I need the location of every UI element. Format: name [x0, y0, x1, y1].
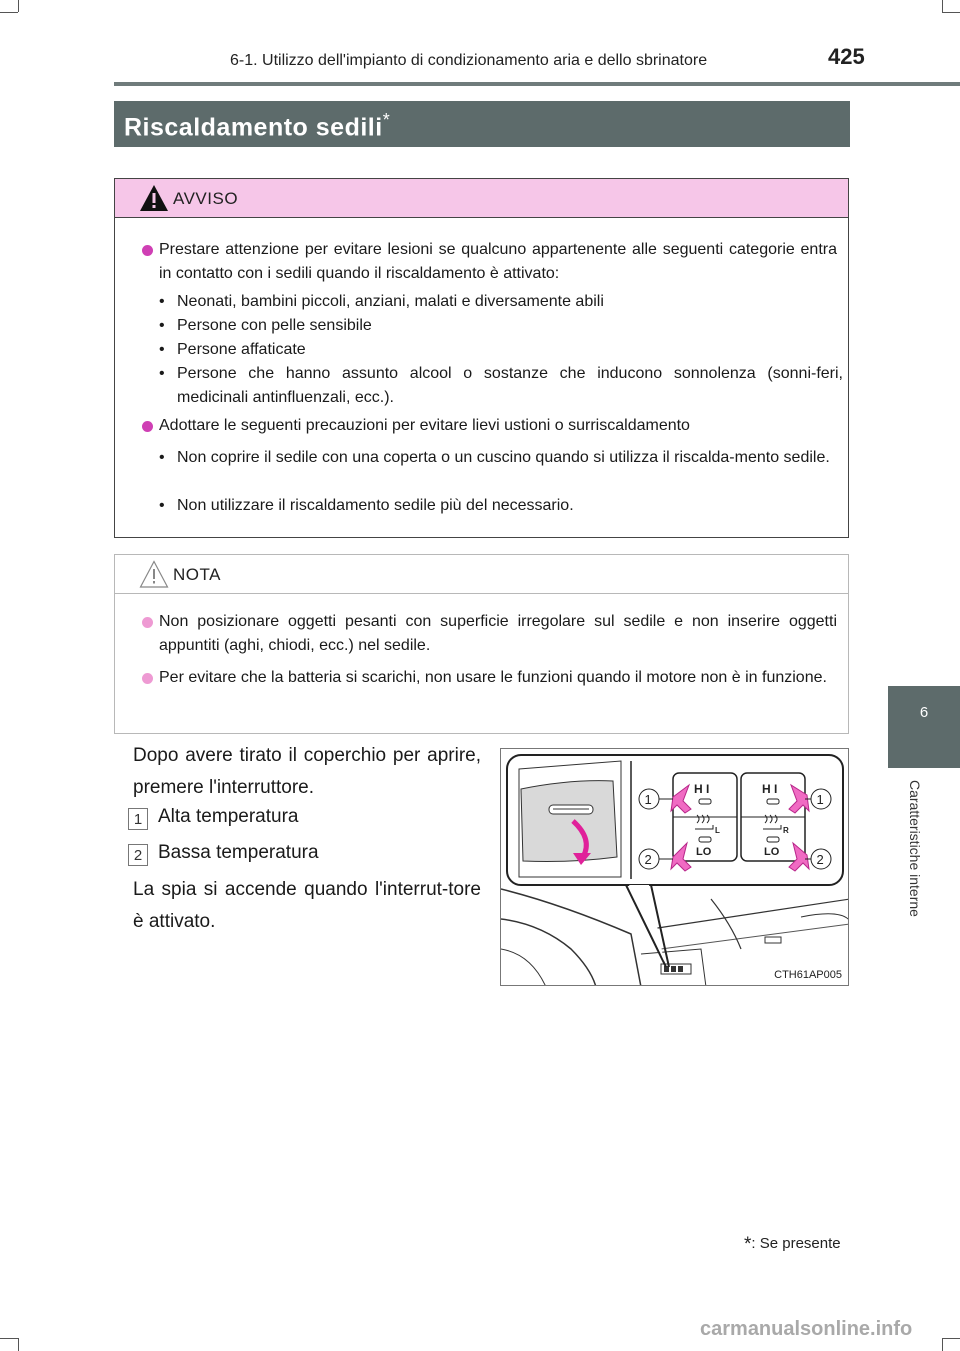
sub-item: • Persone affaticate	[159, 338, 843, 362]
warning-bullet	[137, 414, 837, 438]
page-number: 425	[828, 44, 865, 69]
section-heading	[114, 101, 850, 147]
sub-item: • Persone che hanno assunto alcool o sostanze che inducono sonnolenza (sonni-feri, medicinali antinfluenzali, ecc.).	[159, 362, 843, 410]
callout-1-left: 1	[644, 792, 652, 807]
warning-icon	[139, 184, 169, 212]
sub-item: • Persone con pelle sensibile	[159, 314, 843, 338]
sub-item-text: Persone che hanno assunto alcool o sostanze che inducono sonnolenza (sonni-feri, medicinali antinfluenzali, ecc.).	[177, 365, 843, 406]
illustration-drawing	[501, 749, 849, 986]
item-number: 1	[128, 808, 148, 830]
switch-right-tag: R	[783, 826, 789, 835]
figure-code: CTH61AP005	[774, 969, 842, 981]
section-asterisk: *	[382, 110, 391, 130]
sub-item-text: Non utilizzare il riscaldamento sedile più del necessario.	[177, 497, 574, 514]
running-header: 6-1. Utilizzo dell'impianto di condizionamento aria e dello sbrinatore	[230, 52, 708, 69]
item-label: Bassa temperatura	[158, 842, 319, 863]
sub-item-text: Non coprire il sedile con una coperta o un cuscino quando si utilizza il riscalda-mento sedile.	[177, 449, 830, 466]
bullet-text: Adottare le seguenti precauzioni per evitare lievi ustioni o surriscaldamento	[159, 417, 690, 434]
notice-box	[114, 554, 849, 734]
callout-1-right: 1	[816, 792, 824, 807]
warning-header	[115, 179, 848, 218]
switch-left-lo: LO	[696, 846, 712, 858]
notice-bullet	[137, 610, 837, 658]
caution-icon	[139, 560, 169, 588]
warning-bullet	[137, 238, 837, 286]
chapter-label	[895, 780, 935, 960]
item-label: Alta temperatura	[158, 806, 299, 827]
sub-item-text: Persone affaticate	[177, 341, 306, 358]
footnote-asterisk: *	[744, 1234, 752, 1255]
header-rule	[114, 82, 960, 86]
sub-item-text: Persone con pelle sensibile	[177, 317, 372, 334]
chapter-tab[interactable]	[888, 686, 960, 768]
switch-left-tag: L	[715, 826, 720, 835]
sub-item: • Neonati, bambini piccoli, anziani, malati e diversamente abili	[159, 290, 843, 314]
chapter-number: 6	[919, 704, 929, 721]
bullet-dot	[142, 421, 153, 432]
intro-paragraph: Dopo avere tirato il coperchio per aprire, premere l'interruttore.	[133, 745, 481, 798]
callout-2-left: 2	[644, 852, 652, 867]
switch-right-hi: H I	[762, 782, 778, 796]
notice-label: NOTA	[173, 565, 221, 584]
switch-left-hi: H I	[694, 782, 710, 796]
section-title-text: Riscaldamento sedili	[124, 113, 383, 142]
sub-item: • Non coprire il sedile con una coperta o un cuscino quando si utilizza il riscalda-mento sedile.	[159, 446, 843, 470]
footnote	[744, 1232, 841, 1254]
indicator-note: La spia si accende quando l'interrut-tore è attivato.	[133, 879, 481, 932]
bullet-dot	[142, 673, 153, 684]
callout-2-right: 2	[816, 852, 824, 867]
chapter-label-text: Caratteristiche interne	[907, 780, 923, 917]
bullet-text: Non posizionare oggetti pesanti con superficie irregolare sul sedile e non inserire oggetti appuntiti (aghi, chiodi, ecc.) nel sedile.	[159, 613, 837, 654]
section-title	[124, 110, 390, 142]
warning-label: AVVISO	[173, 189, 239, 208]
switch-right-lo: LO	[764, 846, 780, 858]
bullet-dot	[142, 617, 153, 628]
sub-item: • Non utilizzare il riscaldamento sedile più del necessario.	[159, 494, 843, 518]
footnote-text: : Se presente	[751, 1235, 841, 1252]
notice-header	[115, 555, 848, 594]
watermark: carmanualsonline.info	[700, 1318, 913, 1340]
bullet-text: Per evitare che la batteria si scarichi, non usare le funzioni quando il motore non è in funzione.	[159, 669, 827, 686]
bullet-dot	[142, 245, 153, 256]
notice-bullet	[137, 666, 837, 690]
sub-item-text: Neonati, bambini piccoli, anziani, malati e diversamente abili	[177, 293, 604, 310]
item-number: 2	[128, 844, 148, 866]
warning-box	[114, 178, 849, 538]
bullet-text: Prestare attenzione per evitare lesioni se qualcuno appartenente alle seguenti categorie entra in contatto con i sedili quando il riscaldamento è attivato:	[159, 241, 837, 282]
seat-heater-illustration	[500, 748, 849, 986]
